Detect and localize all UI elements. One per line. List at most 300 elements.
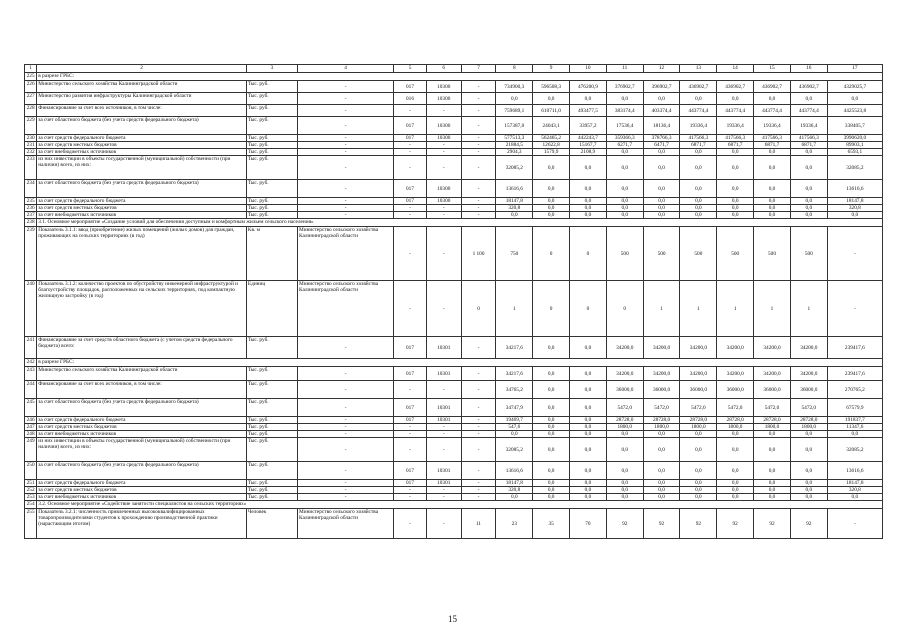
code-cell: - [426, 438, 461, 462]
value-cell: 0,0 [533, 212, 570, 219]
value-cell: 320,8 [827, 205, 882, 212]
value-cell: 0,0 [680, 431, 717, 438]
code-cell: 016 [394, 93, 427, 105]
unit-cell: Тыс. руб. [246, 438, 297, 462]
value-cell: 0,0 [754, 480, 791, 487]
value-cell: 0 [533, 281, 570, 337]
value-cell: 320,8 [496, 487, 533, 494]
value-cell: - [827, 509, 882, 539]
value-cell: 436902,7 [680, 81, 717, 93]
table-row [25, 81, 883, 93]
row-number: 239 [25, 227, 37, 281]
value-cell: 34200,0 [606, 337, 643, 359]
value-cell: 6871,7 [717, 142, 754, 149]
value-cell: 5472,0 [717, 399, 754, 417]
unit-cell: Тыс. руб. [246, 381, 297, 399]
code-cell: - [461, 438, 496, 462]
value-cell: 396902,7 [643, 81, 680, 93]
code-cell: - [461, 337, 496, 359]
value-cell: 500 [643, 227, 680, 281]
value-cell: 270765,2 [827, 381, 882, 399]
row-name: за счет областного бюджета (без учета средств федерального бюджета) [37, 117, 247, 135]
unit-cell: Тыс. руб. [246, 417, 297, 424]
value-cell: 0,0 [570, 156, 607, 180]
value-cell: 0,0 [606, 205, 643, 212]
row-name: за счет областного бюджета (без учета средств федерального бюджета) [37, 399, 247, 417]
row-name: Показатель 3.2.1: численность привлеченных высококвалифицированных товаропроизводителями студентов к прохождению производственной практики (нарастающим итогом) [37, 509, 247, 539]
row-number: 236 [25, 205, 37, 212]
row-number: 244 [25, 381, 37, 399]
value-cell: 0,0 [643, 156, 680, 180]
value-cell: 35 [533, 509, 570, 539]
code-cell: - [426, 227, 461, 281]
value-cell: 0,0 [754, 487, 791, 494]
code-cell: - [461, 212, 496, 219]
value-cell: 383174,4 [606, 105, 643, 117]
code-cell: - [426, 105, 461, 117]
code-cell: - [426, 212, 461, 219]
value-cell: 92 [790, 509, 827, 539]
unit-cell: Тыс. руб. [246, 424, 297, 431]
value-cell: 3990620,0 [827, 135, 882, 142]
value-cell: 0,0 [717, 149, 754, 156]
value-cell: 338405,7 [827, 117, 882, 135]
code-cell: 017 [394, 367, 427, 381]
value-cell: 19336,4 [680, 117, 717, 135]
header-cell: 16 [790, 65, 827, 73]
responsible-cell: - [298, 135, 394, 142]
value-cell: 0,0 [717, 180, 754, 198]
row-name: за счет областного бюджета (без учета средств федерального бюджета) [37, 180, 247, 198]
unit-cell: Тыс. руб. [246, 399, 297, 417]
value-cell: 1 [790, 281, 827, 337]
value-cell: 0,0 [570, 494, 607, 501]
value-cell: 2108,9 [570, 149, 607, 156]
value-cell: 13616,6 [496, 462, 533, 480]
row-name: за счет средств местных бюджетов [37, 205, 247, 212]
value-cell: 0,0 [754, 180, 791, 198]
row-name: за счет средств местных бюджетов [37, 487, 247, 494]
table-row [25, 381, 883, 399]
value-cell: 562465,2 [533, 135, 570, 142]
section-title: в разрезе ГРБС: [37, 73, 883, 81]
header-cell: 6 [426, 65, 461, 73]
row-number: 247 [25, 424, 37, 431]
table-row [25, 149, 883, 156]
value-cell: 23 [496, 509, 533, 539]
value-cell: 0,0 [570, 205, 607, 212]
row-number: 249 [25, 438, 37, 462]
table-row [25, 142, 883, 149]
value-cell: 1579,9 [533, 149, 570, 156]
code-cell: - [461, 135, 496, 142]
row-number: 255 [25, 509, 37, 539]
responsible-cell: - [298, 487, 394, 494]
value-cell: 2904,3 [496, 149, 533, 156]
value-cell: 0,0 [570, 424, 607, 431]
value-cell: 18136,4 [643, 117, 680, 135]
value-cell: 0,0 [570, 417, 607, 424]
code-cell: - [426, 381, 461, 399]
value-cell: 0,0 [570, 431, 607, 438]
value-cell: 239417,6 [827, 337, 882, 359]
responsible-cell: Министерство сельского хозяйства Калининградской области [298, 509, 394, 539]
code-cell: - [394, 438, 427, 462]
row-number: 240 [25, 281, 37, 337]
value-cell: 28728,0 [754, 417, 791, 424]
table-row [25, 180, 883, 198]
value-cell: 0,0 [754, 205, 791, 212]
responsible-cell: - [298, 93, 394, 105]
responsible-cell: - [298, 81, 394, 93]
code-cell: - [461, 93, 496, 105]
value-cell: 320,8 [827, 487, 882, 494]
row-name: за счет внебюджетных источников [37, 431, 247, 438]
code-cell: 017 [394, 417, 427, 424]
table-row [25, 424, 883, 431]
value-cell: 15167,7 [570, 142, 607, 149]
value-cell: 1 [717, 281, 754, 337]
value-cell: 0,0 [754, 431, 791, 438]
value-cell: 32085,2 [496, 438, 533, 462]
value-cell: 0,0 [643, 494, 680, 501]
table-row [25, 281, 883, 337]
value-cell: 34200,0 [680, 367, 717, 381]
code-cell: - [461, 381, 496, 399]
value-cell: 33957,2 [570, 117, 607, 135]
value-cell: 0,0 [496, 93, 533, 105]
table-row [25, 487, 883, 494]
value-cell: 0,0 [533, 399, 570, 417]
value-cell: 34217,6 [496, 367, 533, 381]
table-row [25, 417, 883, 424]
value-cell: 0,0 [827, 494, 882, 501]
unit-cell: Тыс. руб. [246, 431, 297, 438]
value-cell: 0,0 [570, 198, 607, 205]
value-cell: 0,0 [827, 93, 882, 105]
code-cell: - [394, 227, 427, 281]
code-cell: - [461, 105, 496, 117]
row-number: 228 [25, 105, 37, 117]
code-cell: 0 [461, 281, 496, 337]
value-cell: 5472,0 [790, 399, 827, 417]
value-cell: 0 [533, 227, 570, 281]
responsible-cell: - [298, 399, 394, 417]
unit-cell: Тыс. руб. [246, 494, 297, 501]
value-cell: 17536,4 [606, 117, 643, 135]
row-name: Финансирование за счет средств областного бюджета (с учетом средств федерального бюджета) всего: [37, 337, 247, 359]
code-cell: - [426, 494, 461, 501]
table-row [25, 105, 883, 117]
value-cell: 443774,4 [680, 105, 717, 117]
value-cell: 0,0 [680, 180, 717, 198]
value-cell: 4425523,8 [827, 105, 882, 117]
value-cell: 0,0 [533, 494, 570, 501]
table-body [25, 65, 883, 539]
value-cell: 1800,0 [606, 424, 643, 431]
section-title: 3.2. Основное мероприятие «Содействие занятости специалистов на сельских территориях» [37, 501, 883, 509]
row-number: 251 [25, 480, 37, 487]
value-cell: 32085,2 [827, 156, 882, 180]
value-cell: 0,0 [790, 480, 827, 487]
value-cell: 19336,4 [790, 117, 827, 135]
table-row [25, 367, 883, 381]
value-cell: 70 [570, 509, 607, 539]
value-cell: 0,0 [606, 149, 643, 156]
value-cell: 0,0 [533, 487, 570, 494]
code-cell: - [461, 180, 496, 198]
code-cell: - [394, 212, 427, 219]
header-cell: 11 [606, 65, 643, 73]
responsible-cell: - [298, 142, 394, 149]
value-cell: 0,0 [754, 93, 791, 105]
code-cell: 10300 [426, 135, 461, 142]
value-cell: 0,0 [717, 156, 754, 180]
value-cell: 0,0 [606, 438, 643, 462]
code-cell: - [394, 105, 427, 117]
code-cell: - [461, 424, 496, 431]
value-cell: 18147,8 [496, 198, 533, 205]
row-name: за счет внебюджетных источников [37, 149, 247, 156]
row-number: 232 [25, 149, 37, 156]
value-cell: 500 [717, 227, 754, 281]
table-header-row [25, 65, 883, 73]
responsible-cell: - [298, 438, 394, 462]
program-table [24, 64, 883, 539]
row-name: Министерство развития инфраструктуры Калининградской области [37, 93, 247, 105]
value-cell: 0,0 [496, 494, 533, 501]
row-number: 230 [25, 135, 37, 142]
code-cell: - [461, 198, 496, 205]
code-cell: 10301 [426, 480, 461, 487]
value-cell: 0,0 [790, 93, 827, 105]
row-name: за счет областного бюджета (без учета средств федерального бюджета) [37, 462, 247, 480]
value-cell: 759689,1 [496, 105, 533, 117]
value-cell: 500 [754, 227, 791, 281]
row-number: 242 [25, 359, 37, 367]
code-cell: - [461, 494, 496, 501]
row-name: за счет средств федерального бюджета [37, 417, 247, 424]
value-cell: 18147,8 [827, 198, 882, 205]
row-number: 245 [25, 399, 37, 417]
value-cell: 0,0 [496, 212, 533, 219]
unit-cell: Кв. м [246, 227, 297, 281]
code-cell: 017 [394, 480, 427, 487]
table-row [25, 399, 883, 417]
code-cell: 017 [394, 399, 427, 417]
table-row [25, 509, 883, 539]
section-title: в разрезе ГРБС: [37, 359, 883, 367]
unit-cell: Тыс. руб. [246, 149, 297, 156]
code-cell: 017 [394, 135, 427, 142]
code-cell: - [394, 494, 427, 501]
value-cell: 0,0 [570, 399, 607, 417]
value-cell: 750 [496, 227, 533, 281]
value-cell: 92 [717, 509, 754, 539]
value-cell: 18147,8 [496, 480, 533, 487]
value-cell: 0,0 [717, 480, 754, 487]
value-cell: 0,0 [533, 367, 570, 381]
value-cell: 359366,3 [606, 135, 643, 142]
unit-cell: Тыс. руб. [246, 105, 297, 117]
section-row [25, 73, 883, 81]
header-cell: 5 [394, 65, 427, 73]
code-cell: - [426, 205, 461, 212]
value-cell: 0,0 [717, 212, 754, 219]
value-cell: 417566,3 [717, 135, 754, 142]
value-cell: 5472,0 [606, 399, 643, 417]
row-name: из них инвестиции в объекты государственной (муниципальной) собственности (при наличии) всего, из них: [37, 156, 247, 180]
header-cell: 10 [570, 65, 607, 73]
value-cell: 0,0 [570, 487, 607, 494]
table-row [25, 227, 883, 281]
value-cell: 0,0 [680, 212, 717, 219]
value-cell: 34200,0 [680, 337, 717, 359]
value-cell: 5472,0 [680, 399, 717, 417]
value-cell: 36000,0 [606, 381, 643, 399]
value-cell: 28728,0 [680, 417, 717, 424]
code-cell: - [394, 205, 427, 212]
value-cell: 442243,7 [570, 135, 607, 142]
row-number: 246 [25, 417, 37, 424]
code-cell: - [461, 149, 496, 156]
responsible-cell: - [298, 494, 394, 501]
unit-cell: Тыс. руб. [246, 93, 297, 105]
table-row [25, 494, 883, 501]
table-row [25, 438, 883, 462]
value-cell: 28728,0 [717, 417, 754, 424]
code-cell: - [394, 156, 427, 180]
value-cell: 0,0 [606, 494, 643, 501]
table-row [25, 462, 883, 480]
code-cell: 017 [394, 198, 427, 205]
row-number: 253 [25, 494, 37, 501]
value-cell: 19336,4 [754, 117, 791, 135]
value-cell: 0,0 [643, 149, 680, 156]
code-cell: - [461, 431, 496, 438]
code-cell: - [394, 509, 427, 539]
code-cell: 10301 [426, 337, 461, 359]
responsible-cell: - [298, 198, 394, 205]
code-cell: - [461, 399, 496, 417]
value-cell: 92 [754, 509, 791, 539]
unit-cell: Тыс. руб. [246, 205, 297, 212]
responsible-cell: - [298, 367, 394, 381]
code-cell: - [394, 487, 427, 494]
value-cell: 0,0 [606, 480, 643, 487]
value-cell: 1 [496, 281, 533, 337]
responsible-cell: - [298, 337, 394, 359]
value-cell: 13616,6 [827, 462, 882, 480]
value-cell: 0,0 [643, 438, 680, 462]
code-cell: - [461, 462, 496, 480]
value-cell: 0,0 [643, 462, 680, 480]
value-cell: 436902,7 [754, 81, 791, 93]
row-name: за счет средств федерального бюджета [37, 135, 247, 142]
value-cell: 403374,4 [643, 105, 680, 117]
responsible-cell: - [298, 156, 394, 180]
value-cell: 0,0 [790, 431, 827, 438]
value-cell: 0,0 [606, 487, 643, 494]
value-cell: 0,0 [790, 212, 827, 219]
value-cell: 0,0 [533, 424, 570, 431]
code-cell: 10300 [426, 180, 461, 198]
value-cell: 0,0 [790, 205, 827, 212]
value-cell: 0,0 [643, 93, 680, 105]
responsible-cell: - [298, 117, 394, 135]
value-cell: 0,0 [827, 431, 882, 438]
value-cell: 1 [643, 281, 680, 337]
value-cell: 500 [606, 227, 643, 281]
value-cell: 734900,3 [496, 81, 533, 93]
code-cell: - [394, 424, 427, 431]
row-number: 237 [25, 212, 37, 219]
value-cell: 92 [680, 509, 717, 539]
value-cell: 0,0 [717, 494, 754, 501]
value-cell: 36000,0 [790, 381, 827, 399]
responsible-cell: - [298, 180, 394, 198]
value-cell: 0,0 [570, 480, 607, 487]
code-cell: - [394, 381, 427, 399]
value-cell: 34200,0 [790, 337, 827, 359]
value-cell: 1800,0 [790, 424, 827, 431]
value-cell: 0,0 [570, 337, 607, 359]
row-number: 231 [25, 142, 37, 149]
responsible-cell: - [298, 212, 394, 219]
value-cell: 436902,7 [717, 81, 754, 93]
value-cell: 436902,7 [790, 81, 827, 93]
value-cell: 12622,8 [533, 142, 570, 149]
unit-cell: Тыс. руб. [246, 480, 297, 487]
value-cell: 610711,0 [533, 105, 570, 117]
value-cell: 417566,3 [790, 135, 827, 142]
value-cell: 0,0 [680, 149, 717, 156]
row-number: 226 [25, 81, 37, 93]
row-number: 234 [25, 180, 37, 198]
table-row [25, 135, 883, 142]
value-cell: 0,0 [643, 180, 680, 198]
value-cell: 0,0 [680, 93, 717, 105]
value-cell: 0,0 [533, 93, 570, 105]
value-cell: 0,0 [754, 198, 791, 205]
value-cell: 1800,0 [754, 424, 791, 431]
value-cell: 34765,2 [496, 381, 533, 399]
unit-cell: Единиц [246, 281, 297, 337]
value-cell: 0 [570, 227, 607, 281]
header-cell: 7 [461, 65, 496, 73]
header-cell: 9 [533, 65, 570, 73]
value-cell: 0,0 [790, 438, 827, 462]
row-name: за счет средств федерального бюджета [37, 480, 247, 487]
code-cell: 017 [394, 180, 427, 198]
code-cell: - [394, 142, 427, 149]
value-cell: 0,0 [680, 462, 717, 480]
code-cell: - [461, 487, 496, 494]
code-cell: - [461, 367, 496, 381]
value-cell: 376902,7 [606, 81, 643, 93]
code-cell: 11 [461, 509, 496, 539]
code-cell: - [461, 142, 496, 149]
value-cell: 1 [754, 281, 791, 337]
value-cell: 0,0 [680, 494, 717, 501]
unit-cell: Тыс. руб. [246, 367, 297, 381]
value-cell: - [827, 281, 882, 337]
code-cell: - [426, 281, 461, 337]
unit-cell: Тыс. руб. [246, 198, 297, 205]
row-number: 225 [25, 73, 37, 81]
value-cell: 0,0 [717, 487, 754, 494]
value-cell: 0,0 [643, 205, 680, 212]
